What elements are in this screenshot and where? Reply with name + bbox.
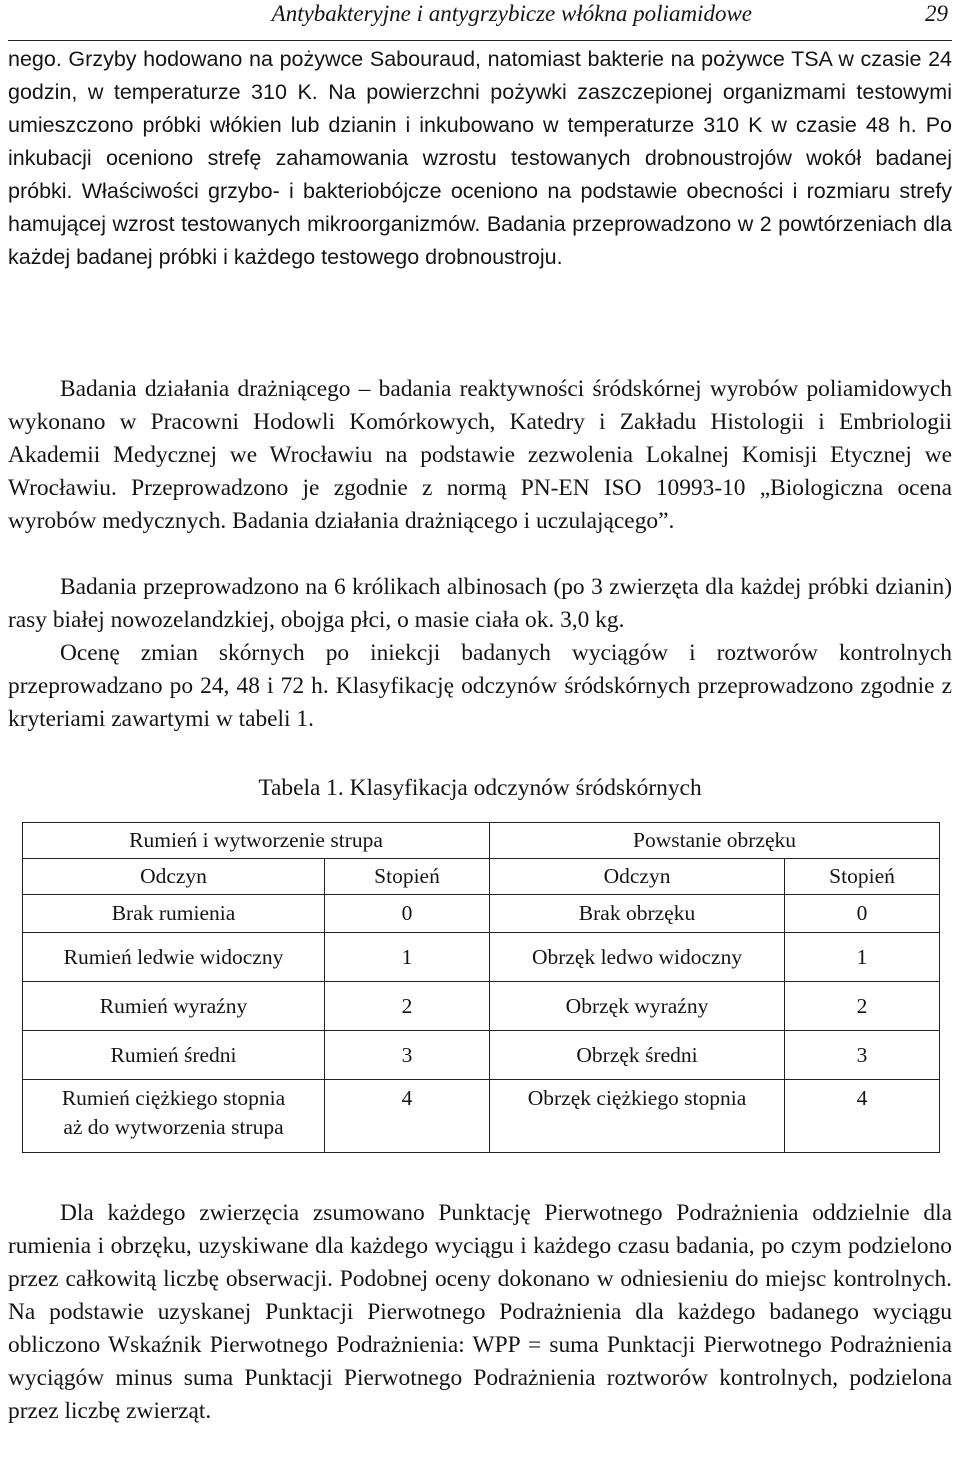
paragraph-methods-microbiology: nego. Grzyby hodowano na pożywce Sabouraud, natomiast bakterie na pożywce TSA w czasie 24 godzin, w temperaturze 310 K. Na powierzchni pożywki zaszczepionej organizmami testowymi umieszczono próbki włókien lub dzianin i inkubowano w temperaturze 310 K w czasie 48 h. Po inkubacji oceniono strefę zahamowania wzrostu testowanych drobnoustrojów wokół badanej próbki. Właściwości grzybo- i bakteriobójcze oceniono na podstawie obecności i rozmiaru strefy hamującej wzrost testowanych mikroorganizmów. Badania przeprowadzono w 2 powtórzeniach dla każdej badanej próbki i każdego testowego drobnoustroju.: [8, 47, 952, 269]
paragraph-assessment: Ocenę zmian skórnych po iniekcji badanych wyciągów i roztworów kontrolnych przeprowadzano po 24, 48 i 72 h. Klasyfikację odczynów śródskórnych przeprowadzono zgodnie z kryteriami zawartymi w tabeli 1.: [8, 640, 952, 732]
table-row: [23, 895, 940, 933]
table-cell-line: Rumień ciężkiego stopnia: [61, 1086, 286, 1110]
page-header: [8, 0, 952, 41]
running-title: Antybakteryjne i antygrzybicze włókna poliamidowe: [271, 1, 752, 26]
column-header: Odczyn: [23, 859, 325, 895]
table-cell: Rumień ledwie widoczny: [23, 933, 325, 982]
table-cell: 4: [785, 1080, 940, 1153]
table-cell-line: aż do wytworzenia strupa: [63, 1115, 284, 1139]
table-cell: Rumień średni: [23, 1031, 325, 1080]
paragraph-rabbits: Badania przeprowadzono na 6 królikach albinosach (po 3 zwierzęta dla każdej próbki dzianin) rasy białej nowozelandzkiej, obojga płci, o masie ciała ok. 3,0 kg.: [8, 574, 952, 633]
table-row: [23, 1080, 940, 1153]
table-cell: 0: [785, 895, 940, 933]
classification-table: [22, 822, 940, 1153]
column-header: Odczyn: [490, 859, 785, 895]
table-cell: 0: [325, 895, 490, 933]
table-cell: 3: [785, 1031, 940, 1080]
page-number: 29: [925, 1, 948, 26]
table-cell: 3: [325, 1031, 490, 1080]
table-cell: 2: [325, 982, 490, 1031]
table-cell: 1: [325, 933, 490, 982]
table-row: [23, 982, 940, 1031]
table-cell: Obrzęk średni: [490, 1031, 785, 1080]
table-cell: Brak obrzęku: [490, 895, 785, 933]
table-cell: Obrzęk ledwo widoczny: [490, 933, 785, 982]
group-header-erythema: Rumień i wytworzenie strupa: [23, 823, 490, 859]
table-cell: 2: [785, 982, 940, 1031]
column-header: Stopień: [325, 859, 490, 895]
table-cell-multiline: [23, 1080, 325, 1153]
table-cell: Obrzęk wyraźny: [490, 982, 785, 1031]
table-row: [23, 1031, 940, 1080]
table-caption: Tabela 1. Klasyfikacja odczynów śródskórnych: [258, 775, 702, 801]
table-cell: Rumień wyraźny: [23, 982, 325, 1031]
table-row: [23, 933, 940, 982]
column-header: Stopień: [785, 859, 940, 895]
table-cell: Brak rumienia: [23, 895, 325, 933]
group-header-edema: Powstanie obrzęku: [490, 823, 940, 859]
table-cell: 1: [785, 933, 940, 982]
table-cell: Obrzęk ciężkiego stopnia: [490, 1080, 785, 1153]
table-group-header-row: [23, 823, 940, 859]
table-cell: 4: [325, 1080, 490, 1153]
paragraph-wpp-index: Dla każdego zwierzęcia zsumowano Punktację Pierwotnego Podrażnienia oddzielnie dla rumienia i obrzęku, uzyskiwane dla każdego wyciągu i każdego czasu badania, po czym podzielono przez całkowitą liczbę obserwacji. Podobnej oceny dokonano w odniesieniu do miejsc kontrolnych. Na podstawie uzyskanej Punktacji Pierwotnego Podrażnienia dla każdego badanego wyciągu obliczono Wskaźnik Pierwotnego Podrażnienia: WPP = suma Punktacji Pierwotnego Podrażnienia wyciągów minus suma Punktacji Pierwotnego Podrażnienia roztworów kontrolnych, podzielona przez liczbę zwierząt.: [8, 1200, 952, 1424]
paragraph-irritation-study: Badania działania drażniącego – badania reaktywności śródskórnej wyrobów poliamidowych wykonano w Pracowni Hodowli Komórkowych, Katedry i Zakładu Histologii i Embriologii Akademii Medycznej we Wrocławiu na podstawie zezwolenia Lokalnej Komisji Etycznej we Wrocławiu. Przeprowadzono je zgodnie z normą PN-EN ISO 10993-10 „Biologiczna ocena wyrobów medycznych. Badania działania drażniącego i uczulającego”.: [8, 376, 952, 534]
table-column-header-row: [23, 859, 940, 895]
